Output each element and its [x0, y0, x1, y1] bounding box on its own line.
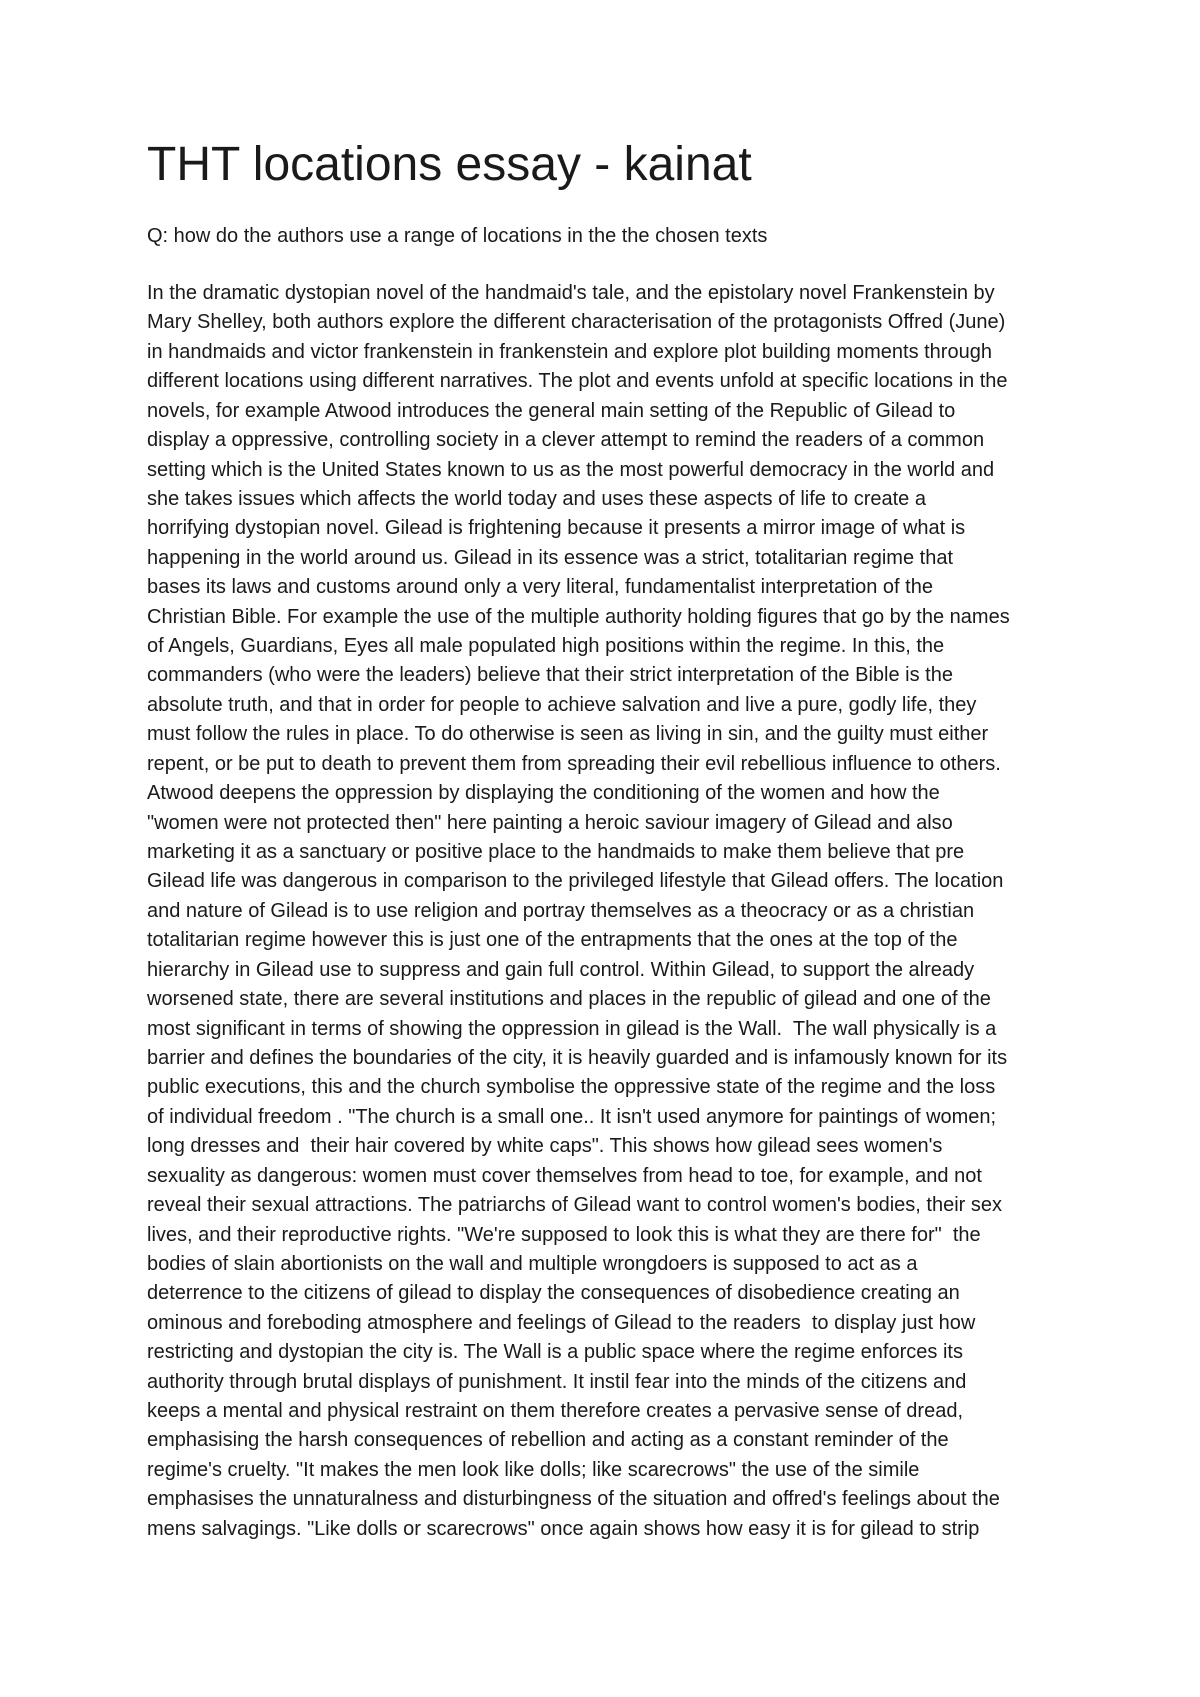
body-line: Atwood deepens the oppression by displaying the conditioning of the women and how the — [147, 782, 940, 805]
body-line: "women were not protected then" here painting a heroic saviour imagery of Gilead and also — [147, 811, 953, 834]
body-line: worsened state, there are several institutions and places in the republic of gilead and one of the — [147, 988, 991, 1011]
body-line: emphasising the harsh consequences of rebellion and acting as a constant reminder of the — [147, 1429, 949, 1452]
body-line: bodies of slain abortionists on the wall and multiple wrongdoers is supposed to act as a — [147, 1252, 918, 1275]
body-line: deterrence to the citizens of gilead to display the consequences of disobedience creating an — [147, 1282, 960, 1305]
body-line: Mary Shelley, both authors explore the different characterisation of the protagonists Offred (June) — [147, 311, 1006, 334]
essay-question: Q: how do the authors use a range of locations in the the chosen texts — [147, 225, 768, 247]
body-line: display a oppressive, controlling society in a clever attempt to remind the readers of a common — [147, 429, 985, 452]
body-line: sexuality as dangerous: women must cover themselves from head to toe, for example, and not — [147, 1164, 982, 1187]
body-line: emphasises the unnaturalness and disturbingness of the situation and offred's feelings about the — [147, 1488, 1000, 1511]
body-line: regime's cruelty. "It makes the men look like dolls; like scarecrows" the use of the simile — [147, 1458, 920, 1481]
body-line: repent, or be put to death to prevent them from spreading their evil rebellious influence to others. — [147, 752, 1001, 775]
body-line: commanders (who were the leaders) believe that their strict interpretation of the Bible is the — [147, 664, 953, 687]
body-line: mens salvagings. "Like dolls or scarecrows" once again shows how easy it is for gilead to strip — [147, 1517, 980, 1540]
body-line: novels, for example Atwood introduces the general main setting of the Republic of Gilead to — [147, 399, 956, 422]
body-line: totalitarian regime however this is just one of the entrapments that the ones at the top of the — [147, 929, 958, 952]
body-line: keeps a mental and physical restraint on them therefore creates a pervasive sense of dread, — [147, 1400, 964, 1423]
body-line: public executions, this and the church symbolise the oppressive state of the regime and the loss — [147, 1076, 996, 1099]
body-line: restricting and dystopian the city is. The Wall is a public space where the regime enforces its — [147, 1341, 963, 1364]
body-line: and nature of Gilead is to use religion and portray themselves as a theocracy or as a christian — [147, 899, 975, 922]
body-line: setting which is the United States known to us as the most powerful democracy in the world and — [147, 458, 995, 481]
body-line: hierarchy in Gilead use to suppress and gain full control. Within Gilead, to support the already — [147, 958, 975, 981]
body-line: lives, and their reproductive rights. "We're supposed to look this is what they are there for" the — [147, 1223, 981, 1246]
body-line: authority through brutal displays of punishment. It instil fear into the minds of the citizens and — [147, 1370, 967, 1393]
body-line: ominous and foreboding atmosphere and feelings of Gilead to the readers to display just how — [147, 1311, 976, 1334]
body-line: horrifying dystopian novel. Gilead is frightening because it presents a mirror image of what is — [147, 517, 966, 540]
body-line: marketing it as a sanctuary or positive place to the handmaids to make them believe that pre — [147, 841, 965, 864]
body-line: different locations using different narratives. The plot and events unfold at specific locations in the — [147, 370, 1008, 393]
essay-body — [147, 279, 1147, 1544]
body-line: bases its laws and customs around only a very literal, fundamentalist interpretation of the — [147, 576, 933, 599]
body-line: Christian Bible. For example the use of the multiple authority holding figures that go by the names — [147, 605, 1010, 628]
body-line: most significant in terms of showing the oppression in gilead is the Wall. The wall physically is a — [147, 1017, 997, 1040]
body-line: barrier and defines the boundaries of the city, it is heavily guarded and is infamously known for its — [147, 1046, 1008, 1069]
body-line: absolute truth, and that in order for people to achieve salvation and live a pure, godly life, they — [147, 693, 977, 716]
body-line: happening in the world around us. Gilead in its essence was a strict, totalitarian regime that — [147, 546, 953, 569]
body-line: she takes issues which affects the world today and uses these aspects of life to create a — [147, 487, 926, 510]
body-line: in handmaids and victor frankenstein in frankenstein and explore plot building moments through — [147, 340, 992, 363]
body-line: In the dramatic dystopian novel of the handmaid's tale, and the epistolary novel Frankenstein by — [147, 282, 995, 304]
document-title: THT locations essay - kainat — [147, 138, 752, 191]
body-line: reveal their sexual attractions. The patriarchs of Gilead want to control women's bodies, their sex — [147, 1194, 1002, 1217]
body-line: of Angels, Guardians, Eyes all male populated high positions within the regime. In this, the — [147, 635, 945, 658]
body-line: Gilead life was dangerous in comparison to the privileged lifestyle that Gilead offers. The location — [147, 870, 1004, 893]
body-line: long dresses and their hair covered by white caps". This shows how gilead sees women's — [147, 1135, 943, 1158]
body-line: must follow the rules in place. To do otherwise is seen as living in sin, and the guilty must either — [147, 723, 989, 746]
body-line: of individual freedom . "The church is a small one.. It isn't used anymore for paintings of women; — [147, 1105, 997, 1128]
